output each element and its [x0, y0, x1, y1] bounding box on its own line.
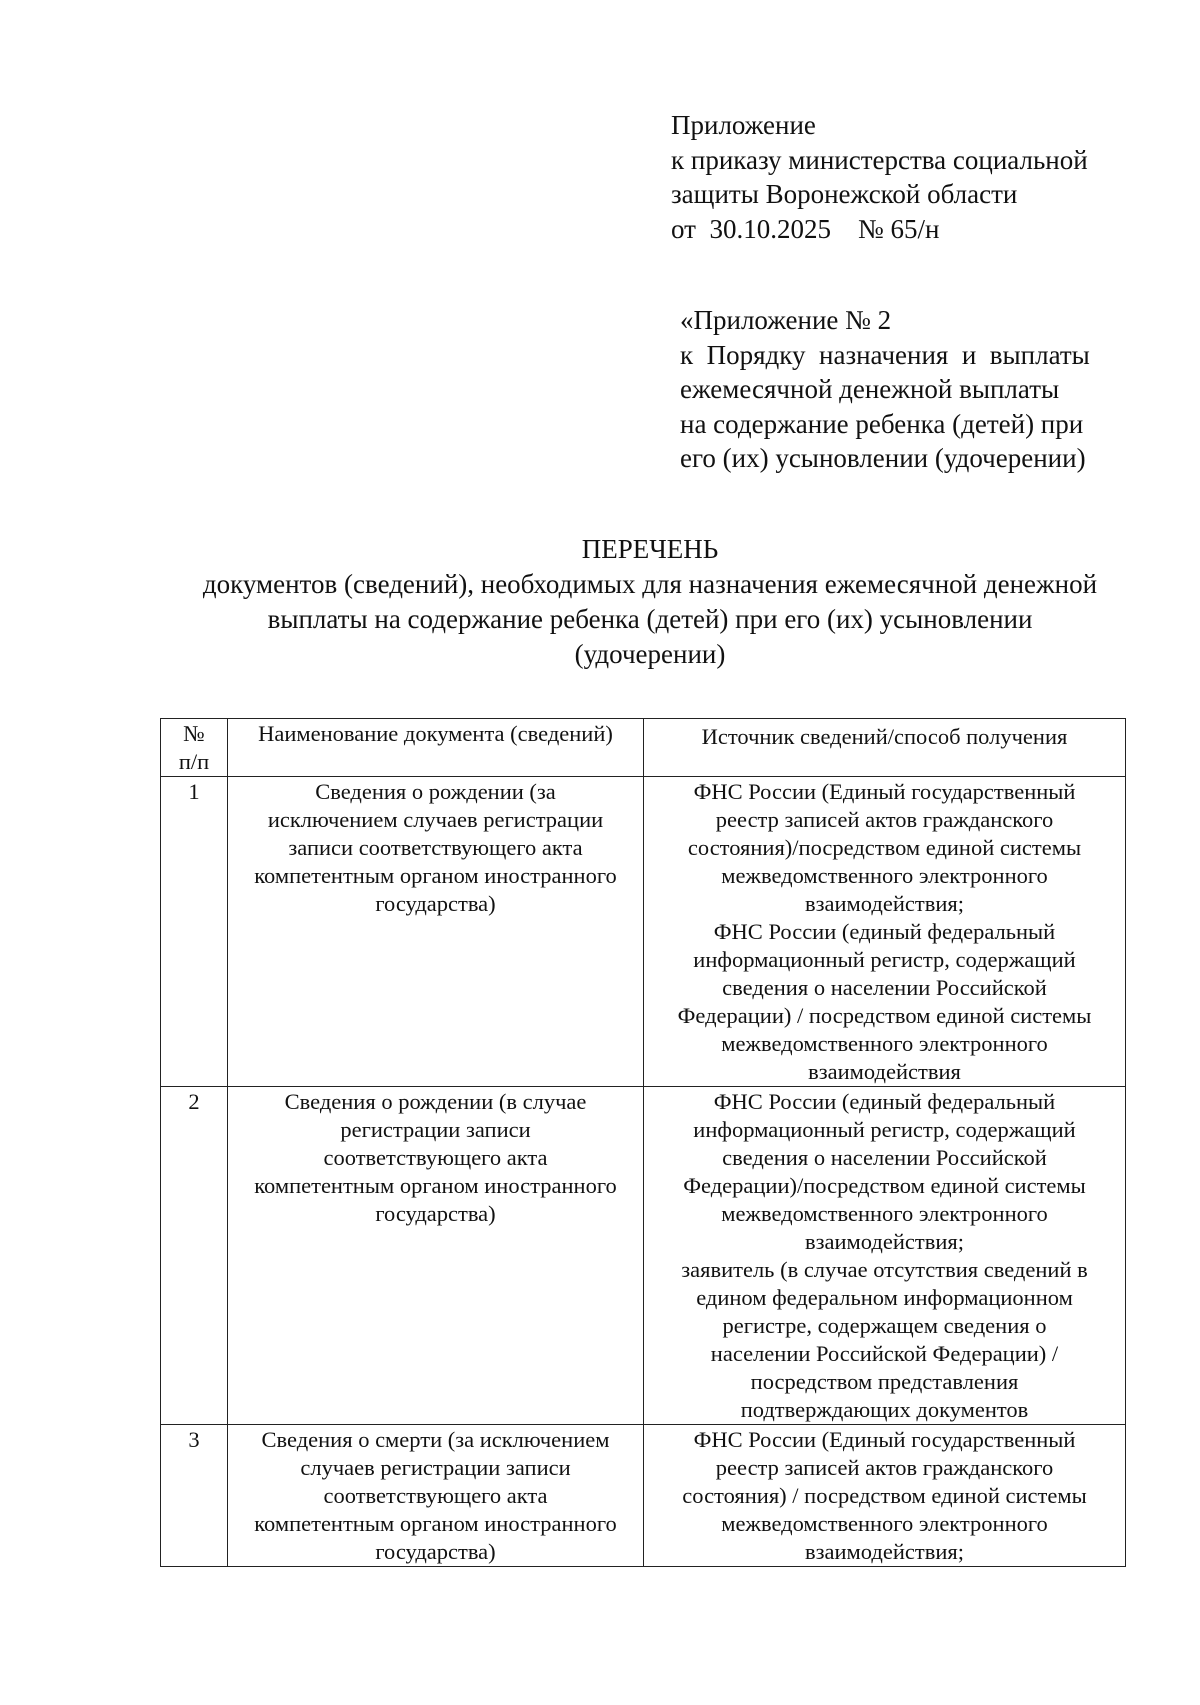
- document-subtitle-line: документов (сведений), необходимых для назначения ежемесячной денежной: [202, 569, 1098, 599]
- row-num-cell: [161, 1425, 228, 1567]
- row-name-line: Сведения о рождении (в случае: [284, 1089, 587, 1114]
- appendix-2-line: ежемесячной денежной выплаты: [680, 374, 1060, 404]
- row-name-line: Сведения о рождении (за: [315, 779, 556, 804]
- row-source-line: регистре, содержащем сведения о: [722, 1313, 1047, 1338]
- row-source-line: межведомственного электронного: [721, 863, 1048, 888]
- row-source-line: заявитель (в случае отсутствия сведений в: [681, 1257, 1088, 1282]
- header-source-cell: [644, 719, 1126, 777]
- row-source-line: населении Российской Федерации) /: [710, 1341, 1059, 1366]
- row-name-line: случаев регистрации записи: [300, 1455, 571, 1480]
- table-row: [161, 1087, 1126, 1425]
- appendix-2-line: его (их) усыновлении (удочерении): [680, 443, 1086, 473]
- documents-table: [160, 718, 1126, 1567]
- row-name-cell: [228, 1087, 644, 1425]
- row-num-cell: [161, 1087, 228, 1425]
- approval-line: защиты Воронежской области: [671, 179, 1018, 209]
- header-name-text: Наименование документа (сведений): [258, 721, 613, 746]
- row-name-line: государства): [375, 1201, 496, 1226]
- approval-date-number: от 30.10.2025 № 65/н: [671, 213, 940, 244]
- document-subtitle-line: (удочерении): [574, 639, 726, 669]
- row-source-line: сведения о населении Российской: [722, 975, 1047, 1000]
- row-source-line: едином федеральном информационном: [696, 1285, 1073, 1310]
- row-source-line: реестр записей актов гражданского: [715, 807, 1054, 832]
- table-row: [161, 1425, 1126, 1567]
- row-source-cell: [644, 1425, 1126, 1567]
- row-source-line: взаимодействия;: [805, 1229, 964, 1254]
- row-source-line: Федерации)/посредством единой системы: [683, 1173, 1086, 1198]
- approval-line: Приложение: [671, 110, 816, 140]
- document-title-block: [150, 532, 1150, 672]
- table-header-row: [161, 719, 1126, 777]
- row-num-cell: [161, 777, 228, 1087]
- row-num: 3: [188, 1427, 200, 1452]
- row-source-line: взаимодействия;: [805, 1539, 964, 1564]
- row-name-line: исключением случаев регистрации: [267, 807, 604, 832]
- appendix-2-line: к Порядку назначения и выплаты: [680, 339, 1090, 370]
- row-source-line: межведомственного электронного: [721, 1511, 1048, 1536]
- row-name-line: соответствующего акта: [323, 1145, 548, 1170]
- row-source-line: информационный регистр, содержащий: [693, 1117, 1076, 1142]
- row-name-line: компетентным органом иностранного: [254, 1511, 617, 1536]
- row-name-line: соответствующего акта: [323, 1483, 548, 1508]
- row-source-cell: [644, 1087, 1126, 1425]
- row-source-line: ФНС России (единый федеральный: [713, 1089, 1056, 1114]
- row-source-line: реестр записей актов гражданского: [715, 1455, 1054, 1480]
- row-source-line: сведения о населении Российской: [722, 1145, 1047, 1170]
- table-row: [161, 777, 1126, 1087]
- row-num: 1: [188, 779, 200, 804]
- row-source-line: взаимодействия: [808, 1059, 961, 1084]
- row-source-line: состояния)/посредством единой системы: [687, 835, 1082, 860]
- row-source-line: посредством представления: [750, 1369, 1019, 1394]
- row-num: 2: [188, 1089, 200, 1114]
- appendix-2-line: на содержание ребенка (детей) при: [680, 408, 1084, 439]
- row-name-line: государства): [375, 1539, 496, 1564]
- header-num-line: п/п: [178, 749, 210, 774]
- row-source-cell: [644, 777, 1126, 1087]
- row-name-line: государства): [375, 891, 496, 916]
- document-subtitle-line: выплаты на содержание ребенка (детей) при его (их) усыновлении: [267, 604, 1033, 634]
- row-source-line: Федерации) / посредством единой системы: [677, 1003, 1092, 1028]
- row-source-line: межведомственного электронного: [721, 1031, 1048, 1056]
- document-heading: ПЕРЕЧЕНЬ: [581, 534, 719, 564]
- row-name-line: Сведения о смерти (за исключением: [261, 1427, 610, 1452]
- row-source-line: взаимодействия;: [805, 891, 964, 916]
- appendix-2-reference-block: [680, 303, 1118, 476]
- row-name-cell: [228, 777, 644, 1087]
- approval-reference-block: [671, 108, 1111, 246]
- row-name-cell: [228, 1425, 644, 1567]
- row-source-line: информационный регистр, содержащий: [693, 947, 1076, 972]
- row-source-line: ФНС России (Единый государственный: [693, 779, 1076, 804]
- row-name-line: записи соответствующего акта: [288, 835, 583, 860]
- row-source-line: состояния) / посредством единой системы: [682, 1483, 1087, 1508]
- row-source-line: ФНС России (единый федеральный: [713, 919, 1056, 944]
- header-num-cell: [161, 719, 228, 777]
- header-name-cell: [228, 719, 644, 777]
- header-num-line: №: [183, 721, 205, 746]
- row-source-line: подтверждающих документов: [740, 1397, 1029, 1422]
- appendix-2-line: «Приложение № 2: [680, 305, 892, 335]
- approval-line: к приказу министерства социальной: [671, 144, 1088, 175]
- row-name-line: регистрации записи: [340, 1117, 531, 1142]
- row-name-line: компетентным органом иностранного: [254, 1173, 617, 1198]
- row-source-line: ФНС России (Единый государственный: [693, 1427, 1076, 1452]
- row-name-line: компетентным органом иностранного: [254, 863, 617, 888]
- header-source-text: Источник сведений/способ получения: [701, 724, 1068, 749]
- row-source-line: межведомственного электронного: [721, 1201, 1048, 1226]
